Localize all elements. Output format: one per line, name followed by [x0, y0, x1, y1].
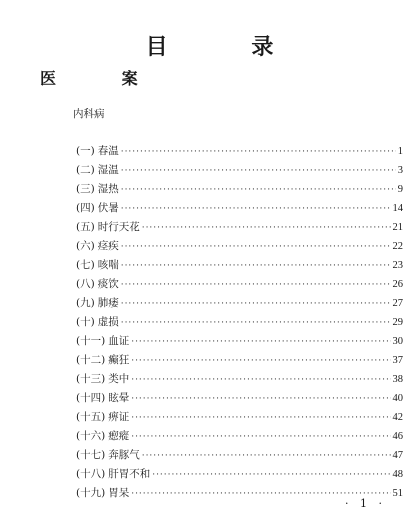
entry-title: 伏暑	[97, 202, 119, 214]
entry-title: 血证	[108, 335, 130, 347]
entry-number: (一)	[76, 145, 95, 157]
entry-title: 肺痿	[97, 297, 119, 309]
entry-title: 虚损	[97, 316, 119, 328]
toc-entry[interactable]	[76, 200, 403, 219]
entry-number: (十三)	[76, 373, 106, 385]
entry-page: 26	[392, 279, 403, 290]
entry-number: (五)	[76, 221, 95, 233]
dot-leader	[131, 375, 390, 385]
entry-title: 春温	[97, 145, 119, 157]
entry-page: 30	[392, 336, 403, 347]
entry-page: 27	[392, 298, 403, 309]
entry-number: (十二)	[76, 354, 106, 366]
toc-entry[interactable]	[76, 295, 403, 314]
entry-page: 40	[392, 393, 403, 404]
entry-title: 癫狂	[108, 354, 130, 366]
entry-page: 22	[392, 241, 403, 252]
entry-number: (十六)	[76, 430, 106, 442]
dot-leader	[121, 318, 391, 328]
dot-leader	[121, 204, 391, 214]
toc-entry[interactable]	[76, 428, 403, 447]
entry-title: 类中	[108, 373, 130, 385]
entry-number: (十七)	[76, 449, 106, 461]
dot-leader	[121, 166, 396, 176]
entry-title: 时行天花	[97, 221, 140, 233]
entry-title: 痰饮	[97, 278, 119, 290]
entry-number: (四)	[76, 202, 95, 214]
dot-leader	[121, 280, 391, 290]
entry-title: 痉疾	[97, 240, 119, 252]
entry-page: 14	[392, 203, 403, 214]
dot-leader	[131, 356, 390, 366]
toc-entry[interactable]	[76, 371, 403, 390]
dot-leader	[121, 261, 391, 271]
subsection-heading: 内科病	[73, 108, 105, 120]
entry-title: 瘛瘲	[108, 430, 130, 442]
entry-page: 51	[392, 488, 403, 499]
entry-title: 咳喘	[97, 259, 119, 271]
section-heading: 医 案	[40, 69, 168, 88]
page-title: 目 录	[145, 34, 312, 60]
entry-number: (十四)	[76, 392, 106, 404]
entry-page: 23	[392, 260, 403, 271]
dot-leader	[131, 337, 390, 347]
entry-page: 3	[397, 165, 403, 176]
entry-number: (八)	[76, 278, 95, 290]
dot-leader	[121, 242, 391, 252]
entry-number: (七)	[76, 259, 95, 271]
entry-page: 1	[397, 146, 403, 157]
toc-entry[interactable]	[76, 257, 403, 276]
entry-title: 奔豚气	[108, 449, 140, 461]
entry-page: 46	[392, 431, 403, 442]
toc-entry[interactable]	[76, 409, 403, 428]
entry-page: 47	[392, 450, 403, 461]
toc-entry[interactable]	[76, 390, 403, 409]
page-number: · 1 ·	[345, 497, 386, 510]
toc-entry[interactable]	[76, 276, 403, 295]
dot-leader	[121, 185, 396, 195]
entry-number: (二)	[76, 164, 95, 176]
toc-entry[interactable]	[76, 314, 403, 333]
toc-entry[interactable]	[76, 447, 403, 466]
entry-title: 湿热	[97, 183, 119, 195]
entry-number: (十)	[76, 316, 95, 328]
toc-entry[interactable]	[76, 352, 403, 371]
entry-title: 肝胃不和	[108, 468, 151, 480]
entry-number: (六)	[76, 240, 95, 252]
dot-leader	[142, 451, 391, 461]
dot-leader	[121, 299, 391, 309]
entry-title: 湿温	[97, 164, 119, 176]
toc-entry[interactable]	[76, 181, 403, 200]
entry-title: 眩晕	[108, 392, 130, 404]
toc-entry[interactable]	[76, 162, 403, 181]
toc-entry[interactable]	[76, 333, 403, 352]
dot-leader	[142, 223, 391, 233]
entry-number: (十五)	[76, 411, 106, 423]
entry-number: (十九)	[76, 487, 106, 499]
entry-number: (三)	[76, 183, 95, 195]
toc-entry[interactable]	[76, 219, 403, 238]
entry-page: 21	[392, 222, 403, 233]
entry-page: 9	[397, 184, 403, 195]
entry-page: 42	[392, 412, 403, 423]
entry-number: (九)	[76, 297, 95, 309]
entry-page: 37	[392, 355, 403, 366]
dot-leader	[131, 432, 390, 442]
entry-number: (十一)	[76, 335, 106, 347]
toc-entry[interactable]	[76, 143, 403, 162]
entry-title: 痹证	[108, 411, 130, 423]
entry-page: 48	[392, 469, 403, 480]
dot-leader	[152, 470, 390, 480]
dot-leader	[131, 413, 390, 423]
dot-leader	[121, 147, 396, 157]
entry-page: 38	[392, 374, 403, 385]
toc-entry[interactable]	[76, 466, 403, 485]
dot-leader	[131, 394, 390, 404]
entry-number: (十八)	[76, 468, 106, 480]
table-of-contents	[76, 143, 403, 504]
entry-page: 29	[392, 317, 403, 328]
entry-title: 胃呆	[108, 487, 130, 499]
toc-entry[interactable]	[76, 238, 403, 257]
